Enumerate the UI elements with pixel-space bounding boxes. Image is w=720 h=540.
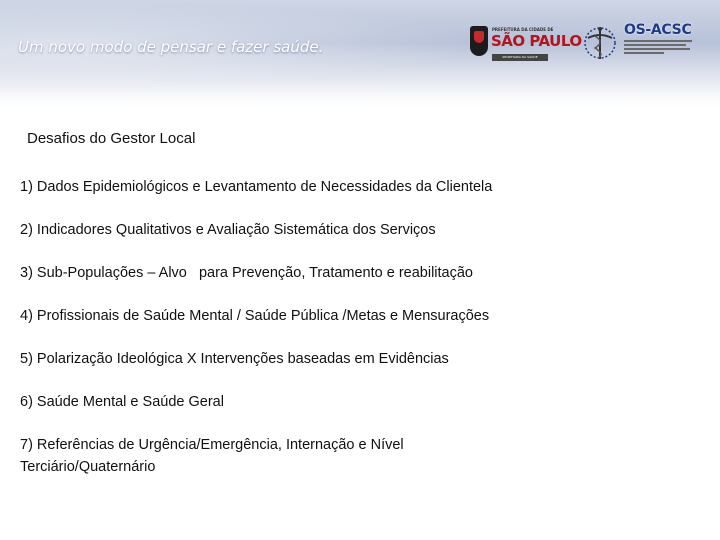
list-item: 4) Profissionais de Saúde Mental / Saúde Pública /Metas e Mensurações xyxy=(20,308,490,324)
os-acsc-caption xyxy=(624,40,694,62)
sp-logo-name: SÃO PAULO xyxy=(491,32,582,50)
list-item: 5) Polarização Ideológica X Intervenções baseadas em Evidências xyxy=(20,351,449,367)
sp-logo-small-text: PREFEITURA DA CIDADE DE xyxy=(492,27,554,32)
header-tagline: Um novo modo de pensar e fazer saúde. xyxy=(18,38,324,56)
header-banner xyxy=(0,0,720,112)
sp-logo-subtext: SECRETARIA DA SAÚDE xyxy=(492,54,548,61)
list-item: 3) Sub-Populações – Alvo para Prevenção, Tratamento e reabilitação xyxy=(20,265,473,281)
list-item: 1) Dados Epidemiológicos e Levantamento de Necessidades da Clientela xyxy=(20,179,493,195)
challenges-list xyxy=(20,176,620,478)
list-item: 7) Referências de Urgência/Emergência, Internação e Nível Terciário/Quaternário xyxy=(20,437,404,475)
sao-paulo-crest-icon xyxy=(470,26,488,56)
prefeitura-sao-paulo-logo xyxy=(470,24,582,66)
list-item: 6) Saúde Mental e Saúde Geral xyxy=(20,394,224,410)
slide-title: Desafios do Gestor Local xyxy=(27,130,196,147)
caduceus-emblem-icon xyxy=(582,24,618,62)
list-item: 2) Indicadores Qualitativos e Avaliação Sistemática dos Serviços xyxy=(20,222,436,238)
os-acsc-name: OS-ACSC xyxy=(624,22,692,38)
os-acsc-logo xyxy=(582,20,694,70)
